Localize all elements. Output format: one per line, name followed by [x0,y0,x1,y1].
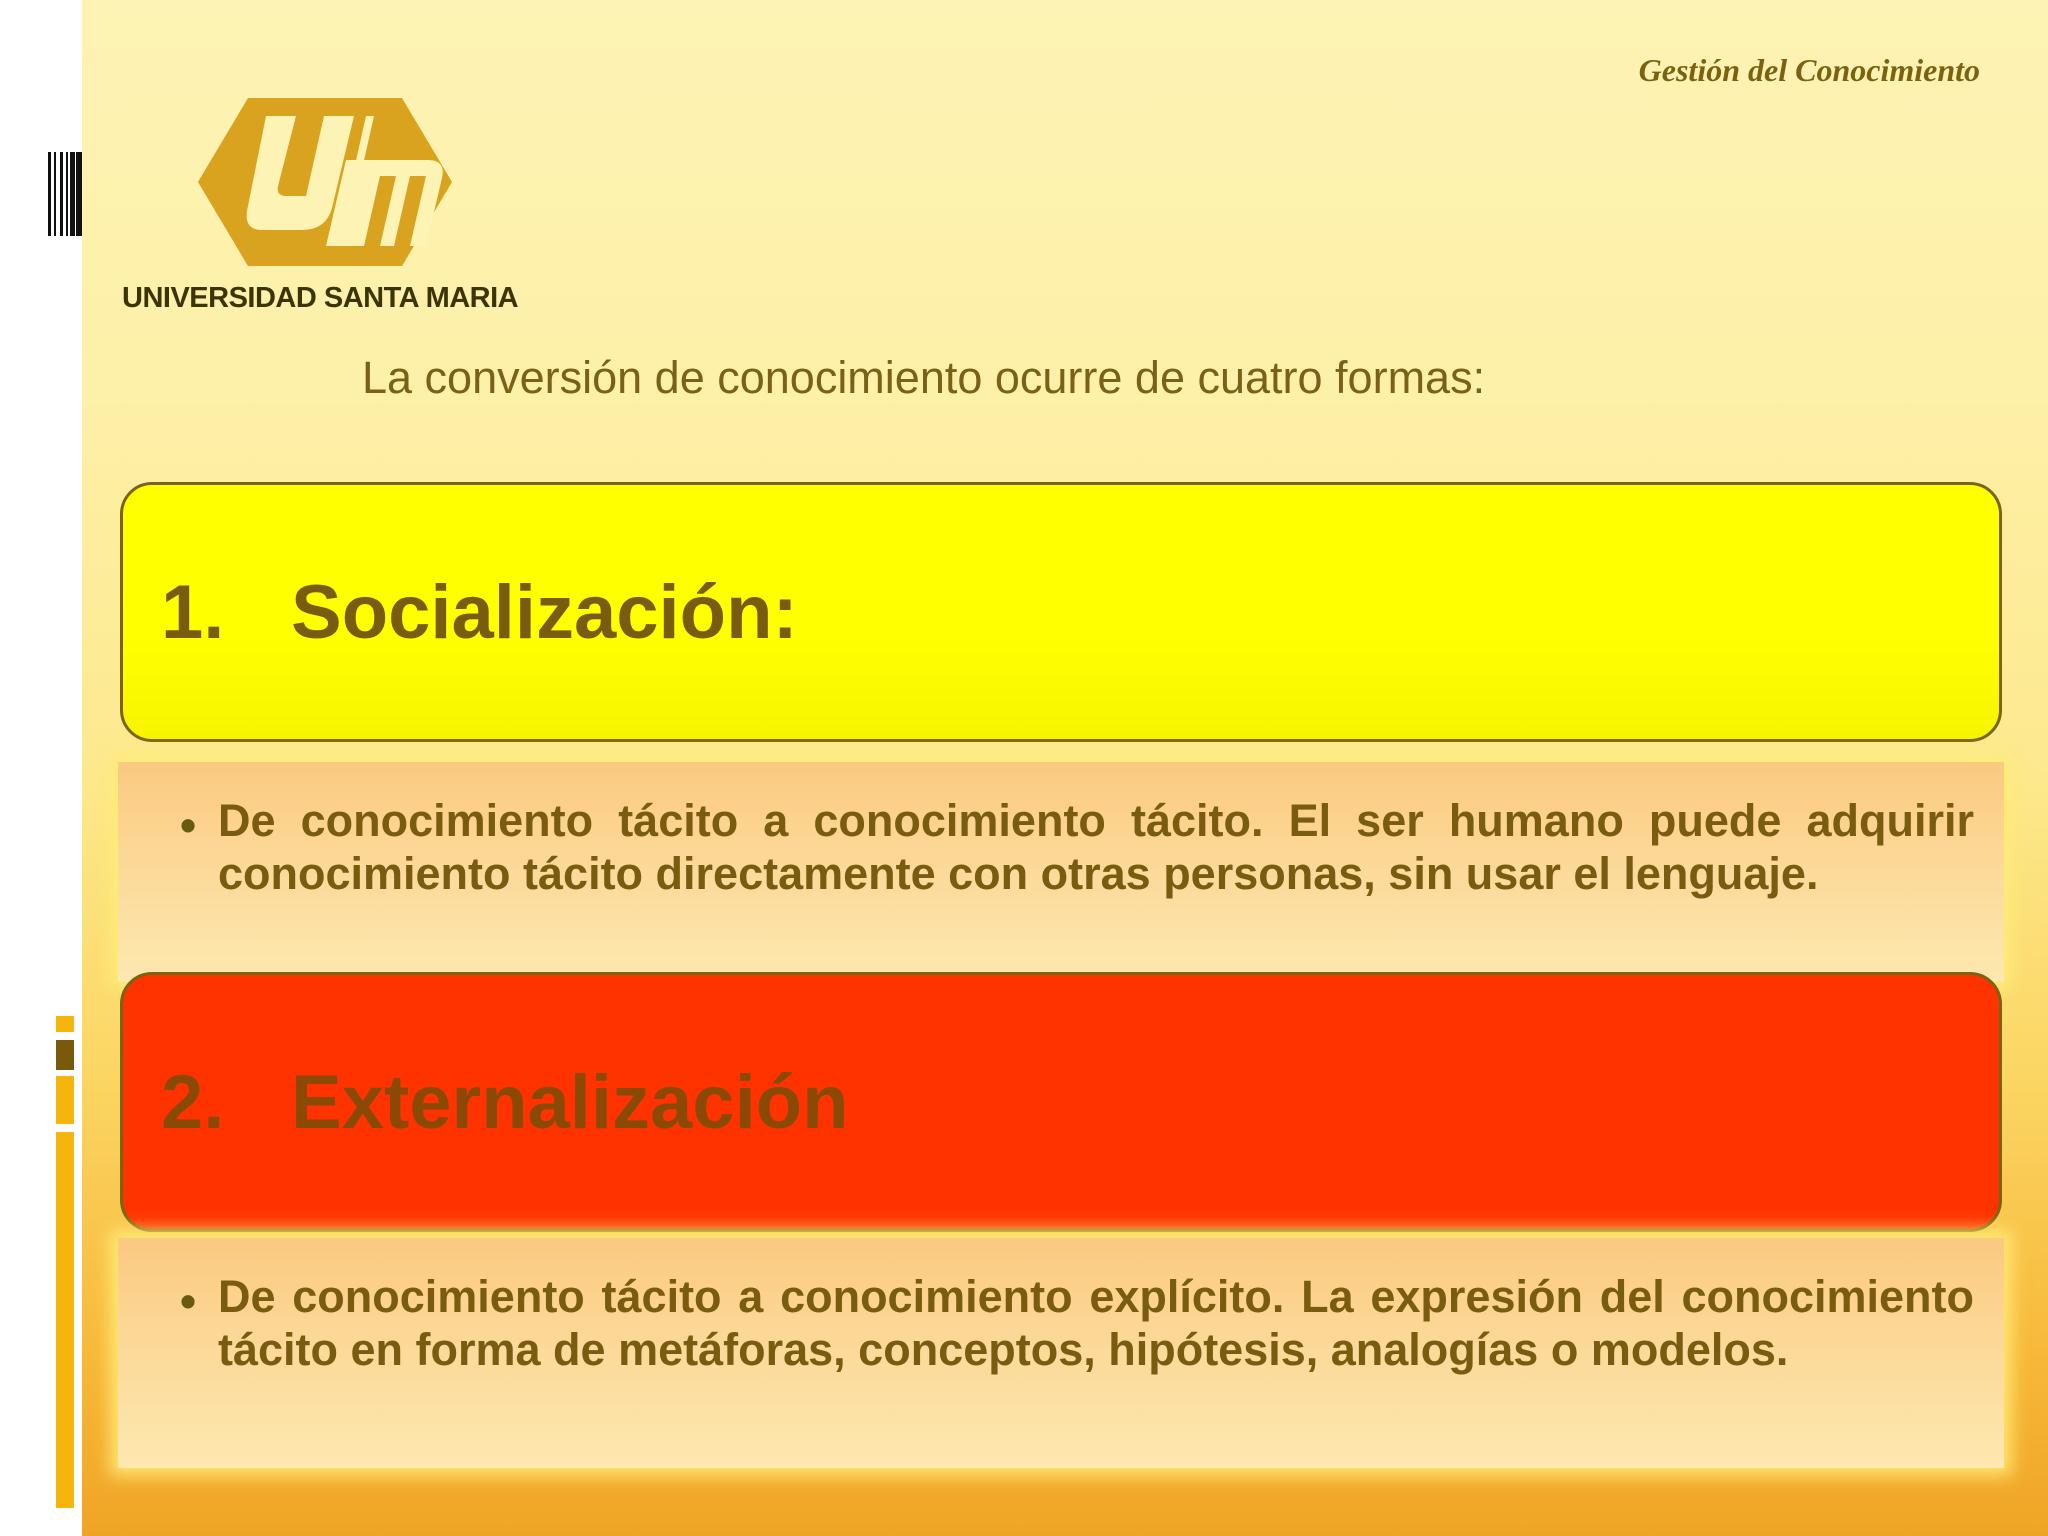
side-decoration [56,1016,74,1032]
section-description-socializacion [118,762,2004,982]
description-text: De conocimiento tácito a conocimiento explícito. La expresión del conocimiento tácito en forma de metáforas, conceptos, hipótesis, analogías o modelos. [218,1271,1974,1375]
description-text: De conocimiento tácito a conocimiento tácito. El ser humano puede adquirir conocimiento tácito directamente con otras personas, sin usar el lenguaje. [218,795,1974,899]
section-title: Externalización [291,1059,849,1145]
usm-logo-icon [196,96,454,268]
section-number: 2. [161,1059,225,1145]
side-decoration [56,1076,74,1124]
intro-text: La conversión de conocimiento ocurre de cuatro formas: [362,352,1486,403]
barcode-decoration-icon [48,152,82,236]
section-number: 1. [161,569,225,655]
section-description-externalizacion [118,1238,2004,1468]
section-heading-externalizacion [120,972,2002,1232]
section-title: Socialización: [291,569,798,655]
header-title: Gestión del Conocimiento [1638,52,1980,88]
university-name: UNIVERSIDAD SANTA MARIA [122,282,519,314]
side-decoration [56,1132,74,1508]
section-heading-socializacion [120,482,2002,742]
side-decoration [56,1040,74,1070]
bullet-icon: • [180,1275,197,1327]
bullet-icon: • [180,799,197,851]
